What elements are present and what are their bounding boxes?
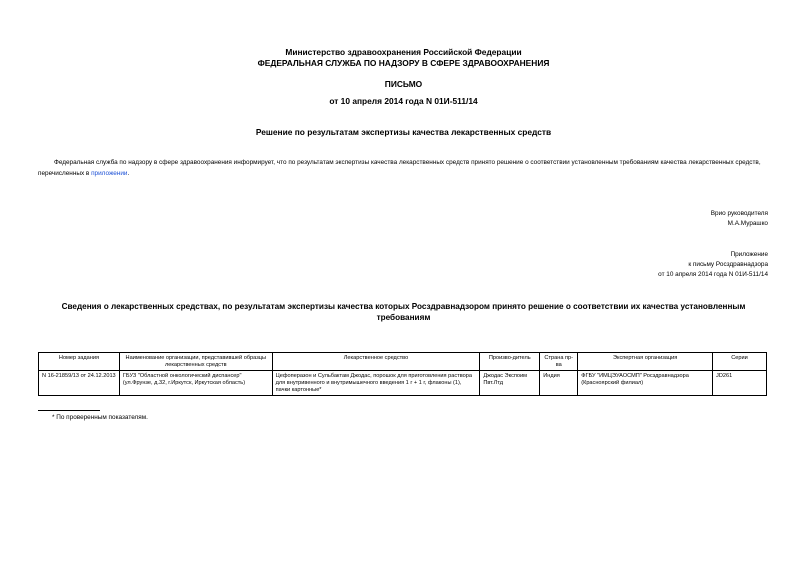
col-header-country: Страна пр-ва: [540, 353, 578, 371]
appendix-to-letter: к письму Росздравнадзора: [688, 261, 768, 268]
body-paragraph: [38, 157, 768, 179]
col-header-manufacturer: Произво-дитель: [480, 353, 540, 371]
col-header-medicine: Лекарственное средство: [272, 353, 480, 371]
cell-expert-organization: ФГБУ "ИМЦЭУАОСМП" Росздравнадзора (Красноярский филиал): [578, 371, 713, 396]
cell-medicine: Цефоперазон и Сульбактам Джодас, порошок для приготовления раствора для внутривенного и внутримышечного введения 1 г + 1 г, флаконы (1), пачки картонные*: [272, 371, 480, 396]
signature-name: М.А.Мурашко: [727, 220, 768, 227]
cell-task-number: N 16-21859/13 от 24.12.2013: [39, 371, 120, 396]
body-text-after-link: .: [127, 170, 130, 177]
col-header-series: Серии: [713, 353, 767, 371]
body-text-before-link: Федеральная служба по надзору в сфере здравоохранения информирует, что по результатам экспертизы качества лекарственных средств принято решение о соответствии установленным требованиям качества лекарственных средств, перечисленных в: [38, 159, 761, 177]
ministry-name: Министерство здравоохранения Российской Федерации: [285, 47, 522, 57]
document-subject: Решение по результатам экспертизы качества лекарственных средств: [255, 127, 552, 137]
col-header-expert-organization: Экспертная организация: [578, 353, 713, 371]
cell-organization: ГБУЗ "Областной онкологический диспансер" (ул.Фрунзе, д.32, г.Иркутск, Иркутская область): [119, 371, 272, 396]
cell-country: Индия: [540, 371, 578, 396]
medicines-table: [38, 352, 767, 396]
document-type: ПИСЬМО: [384, 79, 423, 89]
col-header-organization: Наименование организации, представившей образцы лекарственных средств: [119, 353, 272, 371]
table-header-row: [39, 353, 767, 371]
service-name: ФЕДЕРАЛЬНАЯ СЛУЖБА ПО НАДЗОРУ В СФЕРЕ ЗДРАВООХРАНЕНИЯ: [257, 58, 550, 68]
appendix-title: Сведения о лекарственных средствах, по результатам экспертизы качества которых Росздравнадзором принято решение о соответствии их качества установленным требованиям: [61, 302, 746, 322]
cell-manufacturer: Джодас Экспоим Пвт.Лтд: [480, 371, 540, 396]
appendix-link[interactable]: приложении: [91, 170, 128, 177]
signature-block: [711, 209, 768, 229]
footnote-text: * По проверенным показателям.: [52, 414, 148, 421]
signature-position: Врио руководителя: [710, 210, 768, 217]
appendix-label: Приложение: [730, 251, 768, 258]
footnote-divider: [38, 410, 100, 411]
col-header-task-number: Номер задания: [39, 353, 120, 371]
appendix-date-number: от 10 апреля 2014 года N 01И-511/14: [658, 271, 768, 278]
appendix-reference: [658, 250, 768, 280]
cell-series: JD261: [713, 371, 767, 396]
table-row: [39, 371, 767, 396]
document-date-number: от 10 апреля 2014 года N 01И-511/14: [329, 96, 478, 106]
